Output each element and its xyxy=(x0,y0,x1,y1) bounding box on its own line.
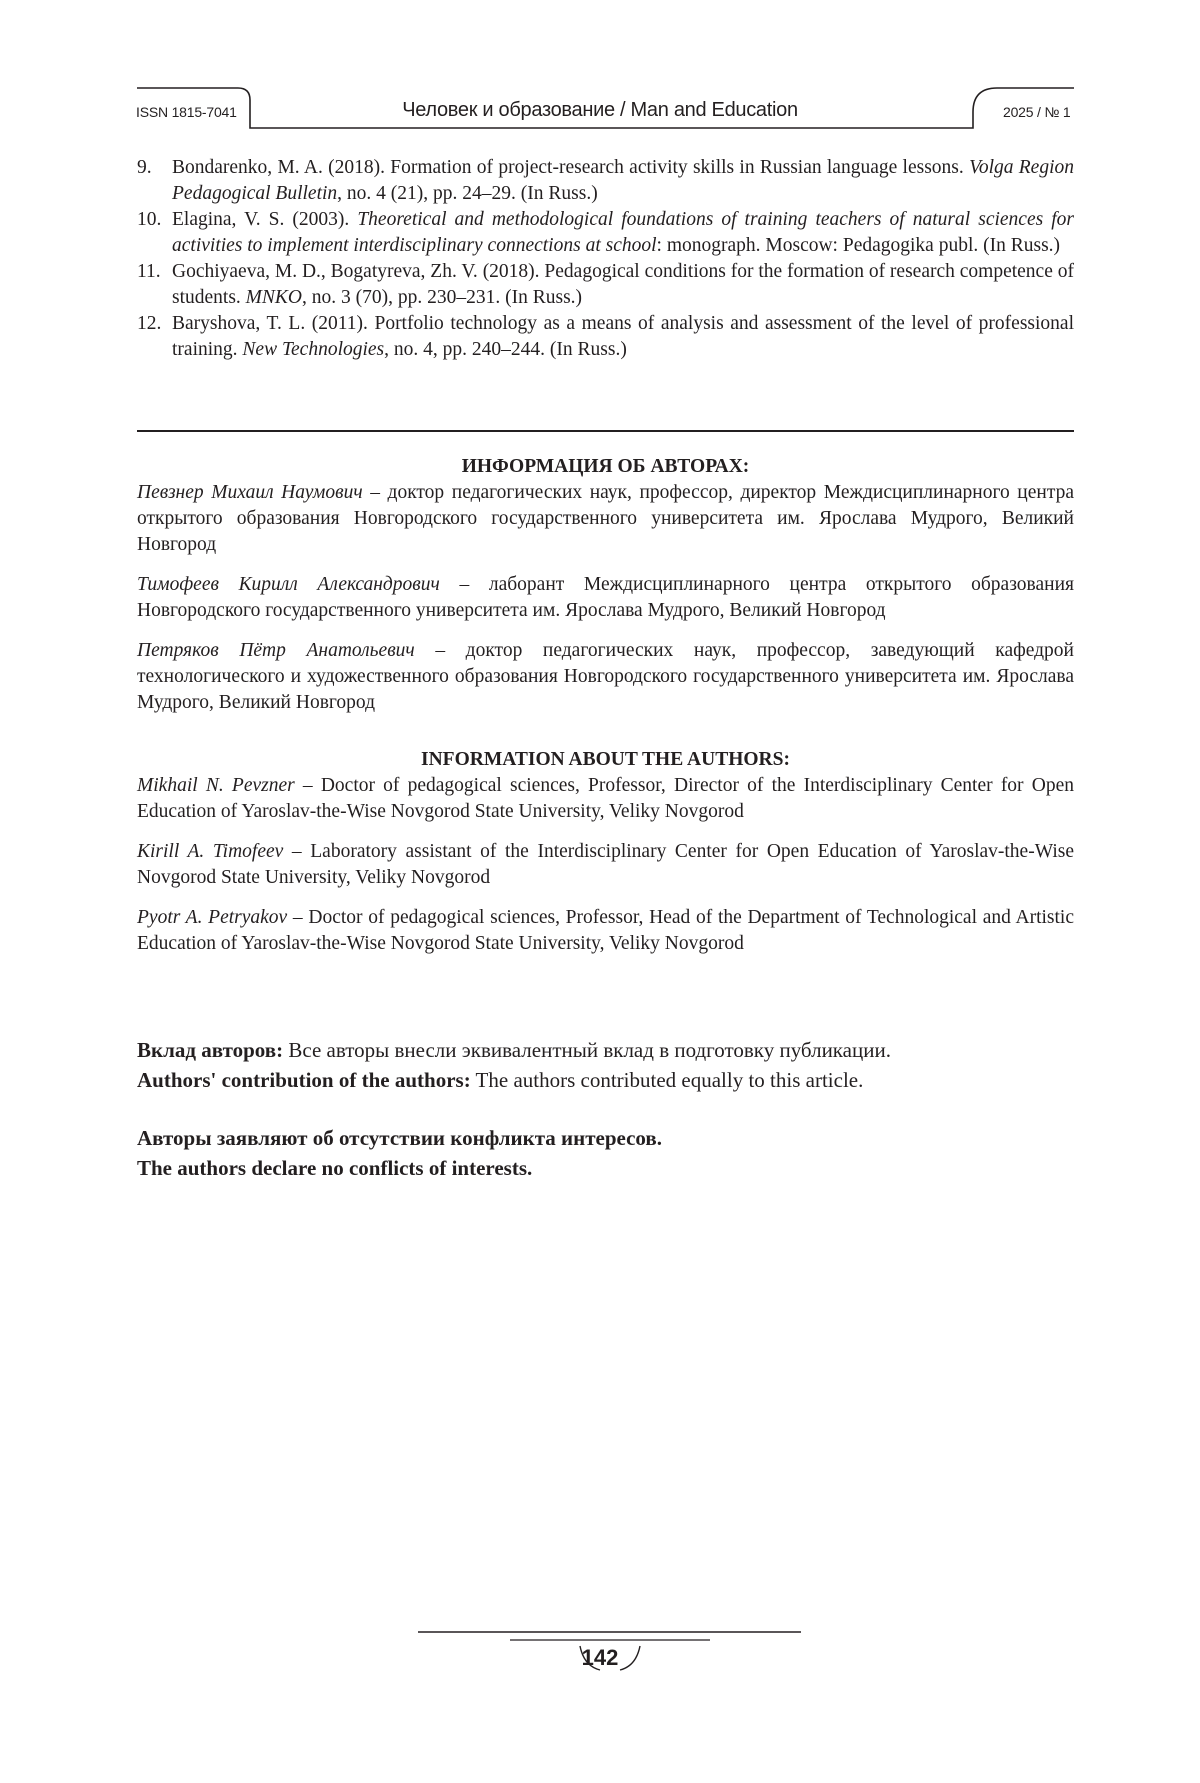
author-description: – лаборант Междисциплинарного центра открытого образования Новгородского государственного университета им. Ярослава Мудрого, Великий Новгород xyxy=(137,574,1074,621)
author-description: – Doctor of pedagogical sciences, Professor, Director of the Interdisciplinary Center for Open Education of Yaroslav-the-Wise Novgorod State University, Veliky Novgorod xyxy=(137,775,1074,822)
authors-heading-en: INFORMATION ABOUT THE AUTHORS: xyxy=(137,747,1074,773)
page-number: 142 xyxy=(0,1645,1200,1671)
reference-number: 12. xyxy=(137,311,161,337)
reference-details: , no. 4, pp. 240–244. (In Russ.) xyxy=(384,339,627,360)
contribution-text-ru: Все авторы внесли эквивалентный вклад в подготовку публикации. xyxy=(283,1038,891,1062)
reference-number: 11. xyxy=(137,259,161,285)
reference-text: Bondarenko, M. A. (2018). Formation of project-research activity skills in Russian language lessons. xyxy=(172,157,969,178)
authors-info-en xyxy=(137,747,1074,971)
author-entry xyxy=(137,773,1074,825)
author-name: Певзнер Михаил Наумович xyxy=(137,482,363,503)
conflict-statement-en: The authors declare no conflicts of interests. xyxy=(137,1153,1074,1183)
header-issn: ISSN 1815-7041 xyxy=(136,104,237,120)
reference-item xyxy=(137,311,1074,363)
author-name: Петряков Пётр Анатольевич xyxy=(137,640,415,661)
contribution-text-en: The authors contributed equally to this article. xyxy=(471,1068,864,1092)
authors-info-ru xyxy=(137,454,1074,730)
author-entry xyxy=(137,638,1074,716)
contribution-section xyxy=(137,1035,1074,1183)
contribution-label-ru: Вклад авторов: xyxy=(137,1038,283,1062)
reference-list xyxy=(137,155,1074,363)
contribution-en xyxy=(137,1065,1074,1095)
reference-list-section xyxy=(137,155,1074,363)
header-journal-title: Человек и образование / Man and Education xyxy=(0,99,1200,122)
page-header xyxy=(0,0,1200,140)
contribution-ru xyxy=(137,1035,1074,1065)
author-description: – доктор педагогических наук, профессор, директор Междисциплинарного центра открытого образования Новгородского государственного университета им. Ярослава Мудрого, Великий Новгород xyxy=(137,482,1074,555)
author-entry xyxy=(137,905,1074,957)
author-name: Тимофеев Кирилл Александрович xyxy=(137,574,440,595)
reference-details: , no. 3 (70), pp. 230–231. (In Russ.) xyxy=(302,287,582,308)
reference-source: Theoretical and methodological foundations of training teachers of natural sciences for activities to implement interdisciplinary connections at school xyxy=(172,209,1074,256)
author-description: – Doctor of pedagogical sciences, Professor, Head of the Department of Technological and Artistic Education of Yaroslav-the-Wise Novgorod State University, Veliky Novgorod xyxy=(137,907,1074,954)
reference-text: Gochiyaeva, M. D., Bogatyreva, Zh. V. (2018). Pedagogical conditions for the formation of research competence of students. xyxy=(172,261,1074,308)
author-entry xyxy=(137,839,1074,891)
author-entry xyxy=(137,480,1074,558)
reference-text: Elagina, V. S. (2003). xyxy=(172,209,357,230)
reference-item xyxy=(137,155,1074,207)
author-description: – Laboratory assistant of the Interdisciplinary Center for Open Education of Yaroslav-the-Wise Novgorod State University, Veliky Novgorod xyxy=(137,841,1074,888)
reference-source: MNKO xyxy=(246,287,302,308)
author-name: Pyotr A. Petryakov xyxy=(137,907,287,928)
reference-item xyxy=(137,259,1074,311)
reference-details: , no. 4 (21), pp. 24–29. (In Russ.) xyxy=(337,183,598,204)
author-name: Mikhail N. Pevzner xyxy=(137,775,295,796)
author-description: – доктор педагогических наук, профессор, заведующий кафедрой технологического и художественного образования Новгородского государственного университета им. Ярослава Мудрого, Великий Новгород xyxy=(137,640,1074,713)
authors-heading-ru: ИНФОРМАЦИЯ ОБ АВТОРАХ: xyxy=(137,454,1074,480)
reference-number: 9. xyxy=(137,155,152,181)
conflict-statement-ru: Авторы заявляют об отсутствии конфликта интересов. xyxy=(137,1123,1074,1153)
reference-source: New Technologies xyxy=(242,339,384,360)
reference-number: 10. xyxy=(137,207,161,233)
author-name: Kirill A. Timofeev xyxy=(137,841,283,862)
reference-details: : monograph. Moscow: Pedagogika publ. (In Russ.) xyxy=(657,235,1061,256)
reference-source: Volga Region Pedagogical Bulletin xyxy=(172,157,1074,204)
page-footer xyxy=(0,1620,1200,1720)
section-divider xyxy=(137,430,1074,432)
author-entry xyxy=(137,572,1074,624)
reference-item xyxy=(137,207,1074,259)
header-issue: 2025 / № 1 xyxy=(1003,104,1071,120)
reference-text: Baryshova, T. L. (2011). Portfolio technology as a means of analysis and assessment of the level of professional training. xyxy=(172,313,1074,360)
contribution-label-en: Authors' contribution of the authors: xyxy=(137,1068,471,1092)
